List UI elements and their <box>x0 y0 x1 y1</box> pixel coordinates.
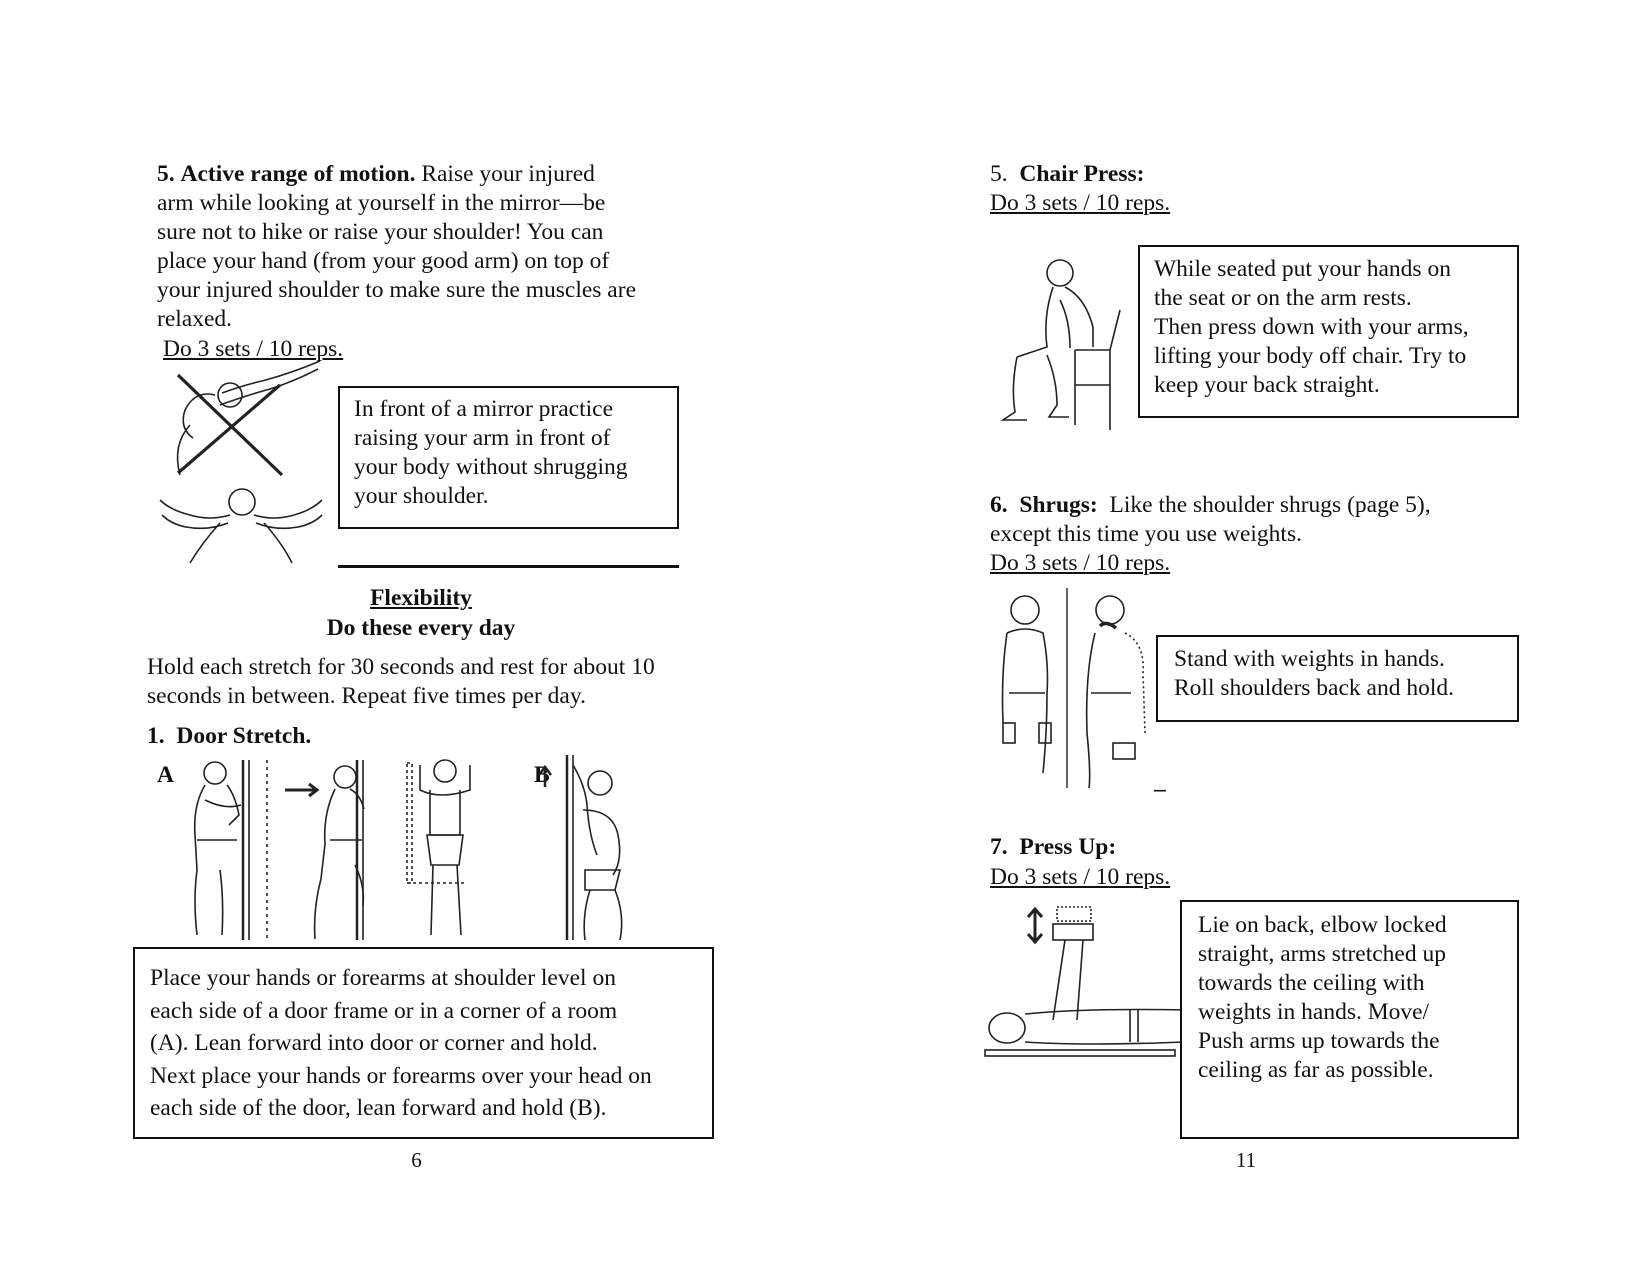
chair-press-illustration <box>1015 255 1125 435</box>
flexibility-intro-line: seconds in between. Repeat five times per day. <box>147 683 586 709</box>
box-line: While seated put your hands on <box>1154 256 1451 282</box>
press-up-illustration <box>985 902 1185 1062</box>
page-number: 11 <box>1235 1148 1257 1172</box>
box-line: keep your back straight. <box>1154 372 1380 398</box>
page-number: 6 <box>411 1148 422 1172</box>
box-line: the seat or on the arm rests. <box>1154 285 1412 311</box>
exercise-text-line: except this time you use weights. <box>990 521 1302 547</box>
exercise-title: Chair Press: <box>1019 161 1145 187</box>
exercise-text: Raise your injured <box>421 161 595 187</box>
exercise-text-line: place your hand (from your good arm) on top of <box>157 248 610 274</box>
box-line: In front of a mirror practice <box>354 396 614 422</box>
exercise-title: Shrugs: <box>1019 492 1098 518</box>
reps-instruction: Do 3 sets / 10 reps. <box>163 336 344 362</box>
exercise-title: Press Up: <box>1019 834 1117 860</box>
box-line: ceiling as far as possible. <box>1198 1057 1434 1083</box>
box-line: Push arms up towards the <box>1198 1028 1440 1054</box>
box-line: each side of the door, lean forward and hold (B). <box>150 1095 607 1121</box>
shrugs-instruction-box <box>1156 635 1519 722</box>
exercise-text-line: sure not to hike or raise your shoulder! You can <box>157 219 604 245</box>
arm-raise-illustration <box>160 365 325 565</box>
exercise-5-chair-press-heading <box>990 160 1144 189</box>
press-up-instruction-box <box>1180 900 1519 1139</box>
section-divider <box>338 565 679 568</box>
box-line: your body without shrugging <box>354 454 628 480</box>
exercise-text-line: your injured shoulder to make sure the muscles are <box>157 277 636 303</box>
exercise-number: 6. <box>990 492 1008 518</box>
figure-label-b: B <box>534 762 550 788</box>
box-line: raising your arm in front of <box>354 425 611 451</box>
exercise-text: Like the shoulder shrugs (page 5), <box>1109 492 1431 518</box>
chair-press-instruction-box <box>1138 245 1519 418</box>
box-line: Then press down with your arms, <box>1154 314 1469 340</box>
door-stretch-illustration <box>175 755 665 945</box>
flexibility-intro-line: Hold each stretch for 30 seconds and rest for about 10 <box>147 654 655 680</box>
exercise-text-line: relaxed. <box>157 306 233 332</box>
box-line: Stand with weights in hands. <box>1174 646 1445 672</box>
box-line: towards the ceiling with <box>1198 970 1425 996</box>
exercise-number: 5. <box>990 161 1008 187</box>
exercise-title: Active range of motion. <box>180 161 416 187</box>
box-line: Roll shoulders back and hold. <box>1174 675 1455 701</box>
exercise-7-press-up-heading <box>990 833 1116 862</box>
box-line: Next place your hands or forearms over your head on <box>150 1062 652 1089</box>
exercise-title: Door Stretch. <box>176 723 312 749</box>
box-line: straight, arms stretched up <box>1198 941 1446 967</box>
box-line: your shoulder. <box>354 483 489 509</box>
box-line: (A). Lean forward into door or corner and hold. <box>150 1030 598 1056</box>
exercise-number: 5. <box>157 161 175 187</box>
exercise-5-active-rom-heading <box>157 160 717 189</box>
box-line: Lie on back, elbow locked <box>1198 912 1447 938</box>
shrugs-illustration <box>995 588 1155 793</box>
box-line: each side of a door frame or in a corner of a room <box>150 997 618 1024</box>
exercise-number: 7. <box>990 834 1008 860</box>
door-stretch-instruction-box <box>133 947 714 1139</box>
reps-instruction: Do 3 sets / 10 reps. <box>990 190 1171 216</box>
exercise-1-heading <box>147 722 311 751</box>
exercise-6-shrugs-heading <box>990 491 1431 520</box>
figure-label-a: A <box>157 762 174 788</box>
box-line: weights in hands. Move/ <box>1198 999 1430 1025</box>
flexibility-subtitle: Do these every day <box>326 615 516 641</box>
dash-mark: – <box>1154 776 1166 802</box>
exercise-number: 1. <box>147 723 165 749</box>
box-line: lifting your body off chair. Try to <box>1154 343 1467 369</box>
box-line: Place your hands or forearms at shoulder level on <box>150 965 616 991</box>
reps-instruction: Do 3 sets / 10 reps. <box>990 864 1171 890</box>
exercise-text-line: arm while looking at yourself in the mirror—be <box>157 190 606 216</box>
flexibility-title: Flexibility <box>370 585 472 611</box>
reps-instruction: Do 3 sets / 10 reps. <box>990 550 1171 576</box>
arm-raise-instruction-box <box>338 386 679 529</box>
